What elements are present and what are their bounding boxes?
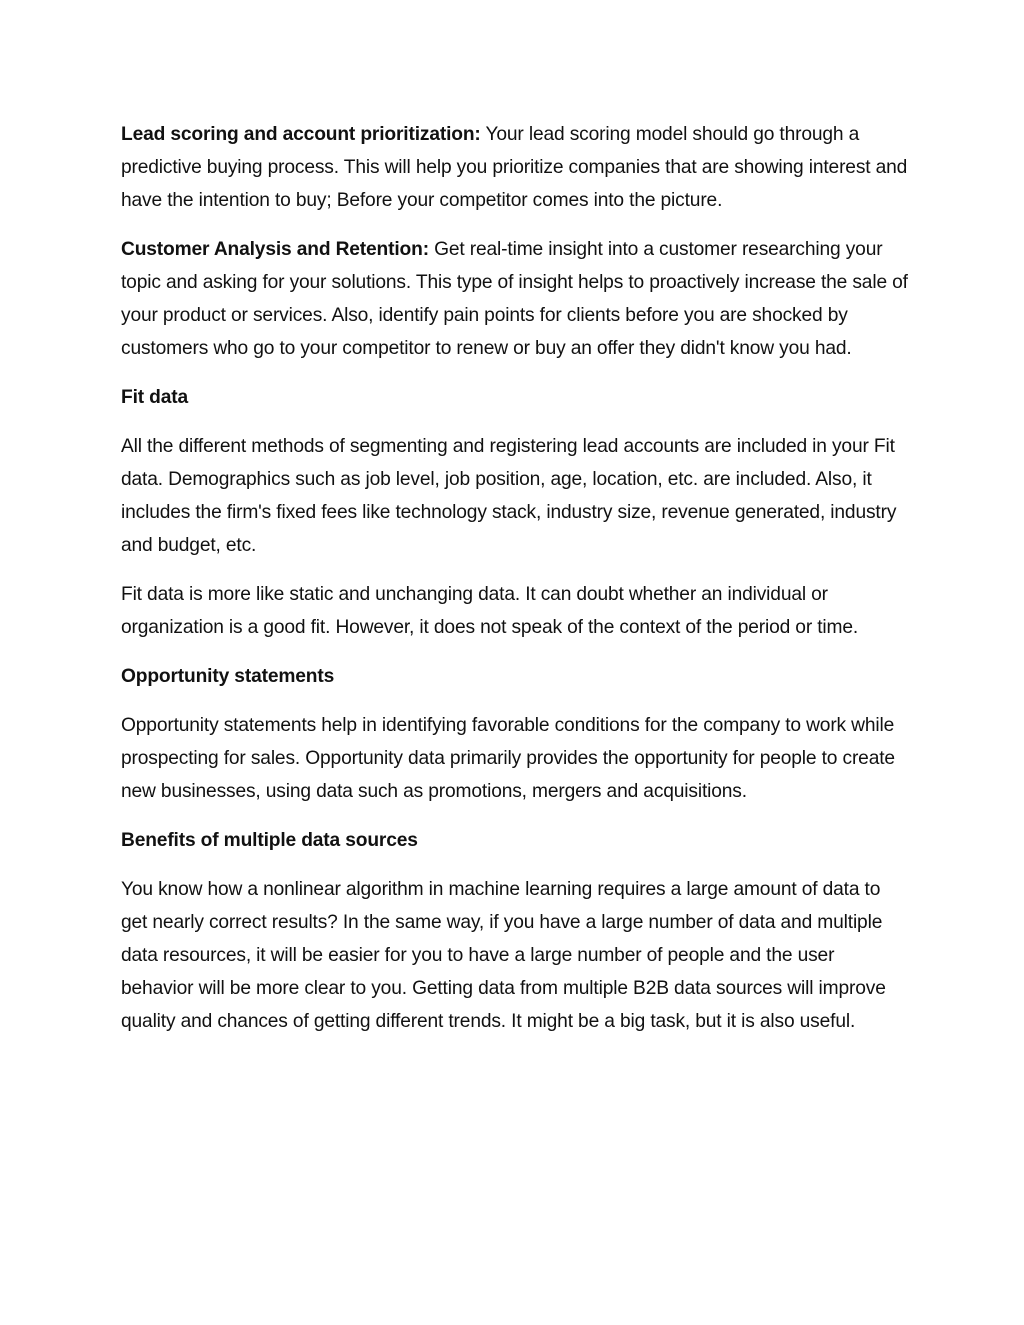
opportunity-paragraph: Opportunity statements help in identifying favorable conditions for the company to work while prospecting for sales. Opportunity data primarily provides the opportunity for people to create new businesses, using data such as promotions, mergers and acquisitions. [121, 715, 895, 802]
fit-data-paragraph-2: Fit data is more like static and unchanging data. It can doubt whether an individual or organization is a good fit. However, it does not speak of the context of the period or time. [121, 584, 859, 638]
customer-analysis-label: Customer Analysis and Retention: [121, 239, 429, 260]
fit-data-paragraph-1: All the different methods of segmenting and registering lead accounts are included in your Fit data. Demographics such as job level, job position, age, location, etc. are included. Also, it includes the firm's fixed fees like technology stack, industry size, revenue generated, industry and budget, etc. [121, 436, 897, 556]
lead-scoring-paragraph [121, 118, 911, 217]
benefits-heading: Benefits of multiple data sources [121, 830, 418, 851]
document-page [121, 118, 911, 1054]
benefits-paragraph: You know how a nonlinear algorithm in machine learning requires a large amount of data to get nearly correct results? In the same way, if you have a large number of data and multiple data resources, it will be easier for you to have a large number of people and the user behavior will be more clear to you. Getting data from multiple B2B data sources will improve quality and chances of getting different trends. It might be a big task, but it is also useful. [121, 879, 886, 1032]
opportunity-heading: Opportunity statements [121, 666, 335, 687]
fit-data-heading: Fit data [121, 387, 189, 408]
lead-scoring-text: Your lead scoring model should go through a predictive buying process. This will help you prioritize companies that are showing interest and have the intention to buy; Before your competitor comes into the picture. [121, 124, 908, 211]
customer-analysis-paragraph [121, 233, 911, 365]
lead-scoring-label: Lead scoring and account prioritization: [121, 124, 481, 145]
customer-analysis-text: Get real-time insight into a customer researching your topic and asking for your solutions. This type of insight helps to proactively increase the sale of your product or services. Also, identify pain points for clients before you are shocked by customers who go to your competitor to renew or buy an offer they didn't know you had. [121, 239, 908, 359]
